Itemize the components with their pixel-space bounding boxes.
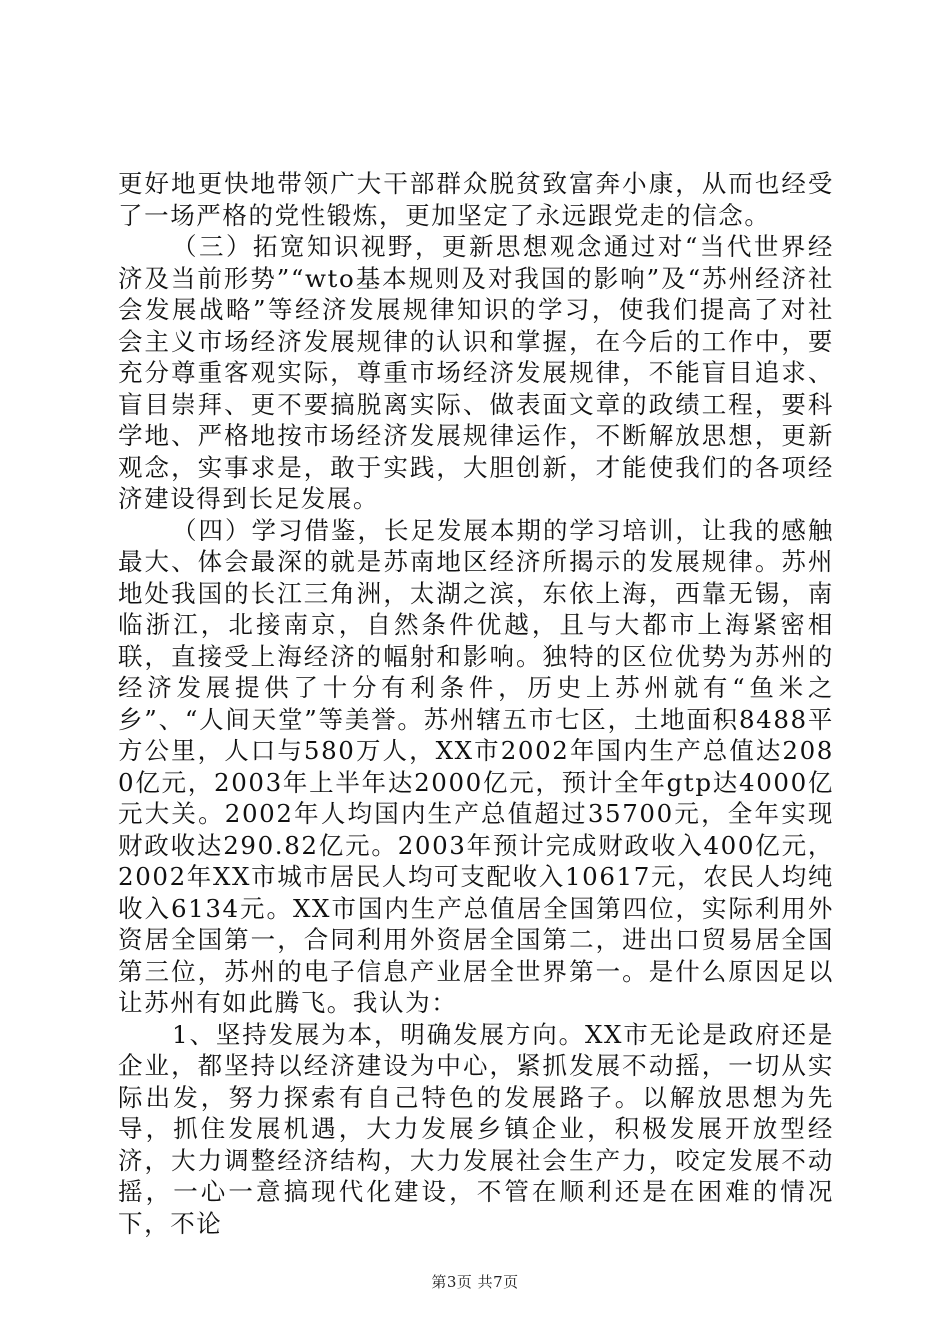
paragraph-section-three: （三）拓宽知识视野，更新思想观念通过对“当代世界经济及当前形势”“wto基本规则及对我国的影响”及“苏州经济社会发展战略”等经济发展规律知识的学习，使我们提高了对社会主义市场经济发展规律的认识和掌握，在今后的工作中，要充分尊重客观实际，尊重市场经济发展规律，不能盲目追求、盲目崇拜、更不要搞脱离实际、做表面文章的政绩工程，要科学地、严格地按市场经济发展规律运作，不断解放思想，更新观念，实事求是，敢于实践，大胆创新，才能使我们的各项经济建设得到长足发展。 [118,232,834,513]
paragraph-continuation: 更好地更快地带领广大干部群众脱贫致富奔小康，从而也经受了一场严格的党性锻炼，更加坚定了永远跟党走的信念。 [118,169,834,230]
body-text [118,168,834,1239]
paragraph-point-one: 1、坚持发展为本，明确发展方向。XX市无论是政府还是企业，都坚持以经济建设为中心，紧抓发展不动摇，一切从实际出发，努力探索有自己特色的发展路子。以解放思想为先导，抓住发展机遇，大力发展乡镇企业，积极发展开放型经济，大力调整经济结构，大力发展社会生产力，咬定发展不动摇，一心一意搞现代化建设，不管在顺利还是在困难的情况下，不论 [118,1019,834,1238]
paragraph-section-four: （四）学习借鉴，长足发展本期的学习培训，让我的感触最大、体会最深的就是苏南地区经济所揭示的发展规律。苏州地处我国的长江三角洲，太湖之滨，东依上海，西靠无锡，南临浙江，北接南京，自然条件优越，且与大都市上海紧密相联，直接受上海经济的幅射和影响。独特的区位优势为苏州的经济发展提供了十分有利条件，历史上苏州就有“鱼米之乡”、“人间天堂”等美誉。苏州辖五市七区，土地面积8488平方公里，人口与580万人，XX市2002年国内生产总值达2080亿元，2003年上半年达2000亿元，预计全年gtp达4000亿元大关。2002年人均国内生产总值超过35700元，全年实现财政收达290.82亿元。2003年预计完成财政收入400亿元，2002年XX市城市居民人均可支配收入10617元，农民人均纯收入6134元。XX市国内生产总值居全国第四位，实际利用外资居全国第一，合同利用外资居全国第二，进出口贸易居全国第三位，苏州的电子信息产业居全世界第一。是什么原因足以让苏州有如此腾飞。我认为： [118,515,834,1017]
page-number-footer: 第3页 共7页 [431,1273,519,1291]
